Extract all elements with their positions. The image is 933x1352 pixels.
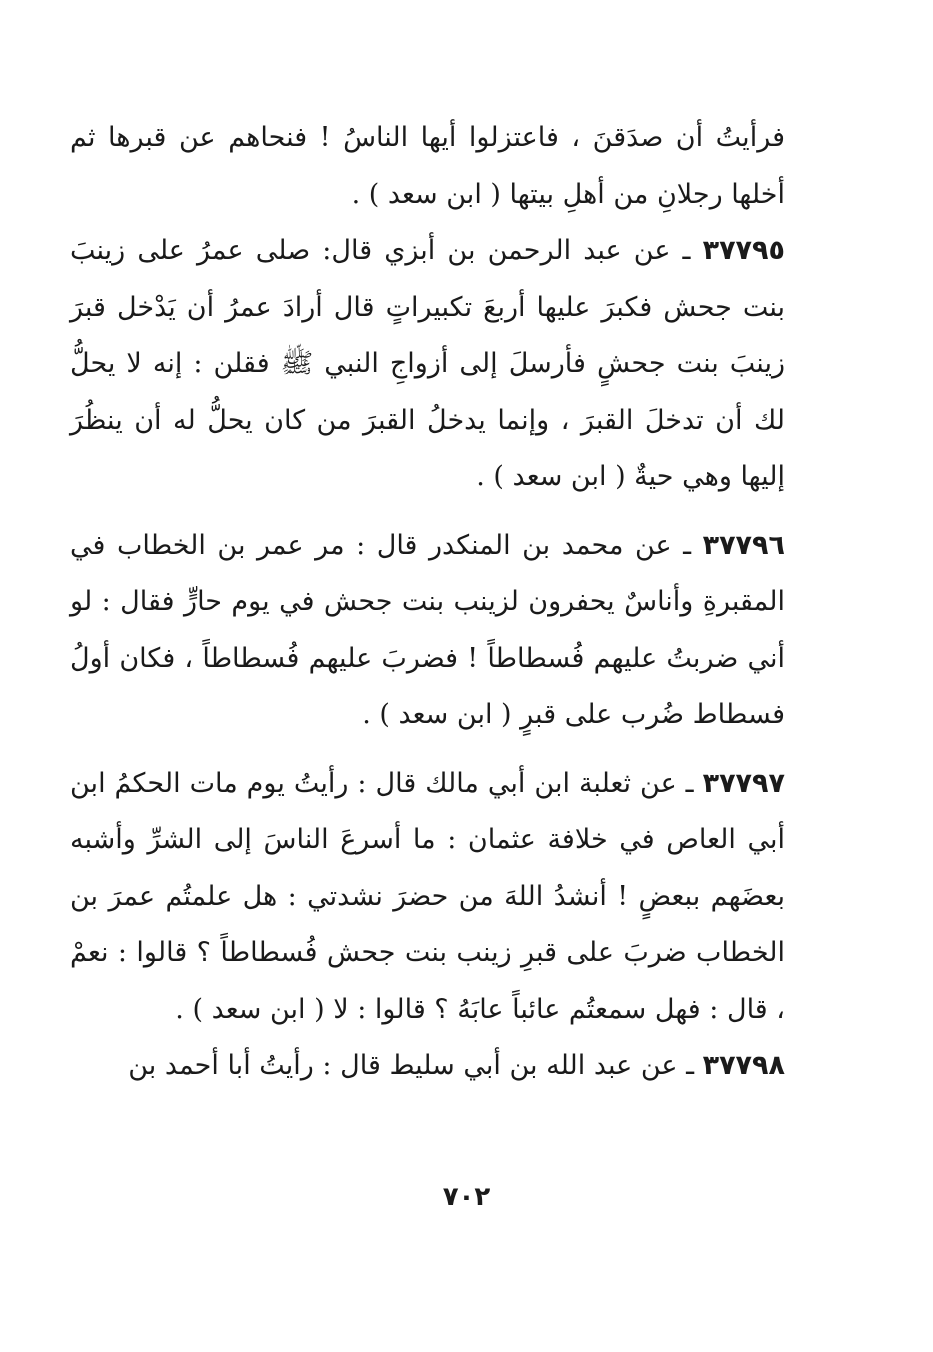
paragraph-text: ـ عن محمد بن المنكدر قال : مر عمر بن الخطاب في المقبرةِ وأناسٌ يحفرون لزينب بنت جحش في يوم حارٍّ فقال : لو أني ضربتُ عليهم فُسطاطاً ! فضربَ عليهم فُسطاطاً ، فكان أولُ فسطاط ضُرب على قبرٍ ( ابن سعد ) .	[70, 529, 785, 730]
main-text	[70, 110, 785, 1095]
hadith-number: ٣٧٧٩٨	[702, 1050, 785, 1081]
paragraph-37796	[70, 518, 785, 744]
paragraph-37797	[70, 756, 785, 1039]
paragraph-text: ـ عن ثعلبة ابن أبي مالك قال : رأيتُ يوم مات الحكمُ ابن أبي العاص في خلافة عثمان : ما أسرعَ الناسَ إلى الشرِّ وأشبه بعضَهم ببعضٍ ! أنشدُ اللهَ من حضرَ نشدتي : هل علمتُم عمرَ بن الخطاب ضربَ على قبرِ زينب بنت جحش فُسطاطاً ؟ قالوا : نعمْ ، قال : فهل سمعتُم عائباً عابَهُ ؟ قالوا : لا ( ابن سعد ) .	[70, 767, 785, 1025]
hadith-number: ٣٧٧٩٦	[702, 529, 785, 561]
hadith-number: ٣٧٧٩٥	[702, 235, 785, 266]
paragraph-text: فرأيتُ أن صدَقنَ ، فاعتزلوا أيها الناسُ ! فنحاهم عن قبرها ثم أخلها رجلانِ من أهلِ بيتها ( ابن سعد ) .	[70, 122, 785, 210]
paragraph-37795	[70, 223, 785, 506]
paragraph-text: ـ عن عبد الرحمن بن أبزي قال: صلى عمرُ على زينبَ بنت جحش فكبرَ عليها أربعَ تكبيراتٍ قال أرادَ عمرُ أن يَدْخل قبرَ زينبَ بنت جحشٍ فأرسلَ إلى أزواجِ النبي ﷺ فقلن : إنه لا يحلُّ لك أن تدخلَ القبرَ ، وإنما يدخلُ القبرَ من كان يحلُّ له أن ينظُرَ إليها وهي حيةٌ ( ابن سعد ) .	[70, 235, 785, 492]
paragraph-continuation	[70, 110, 785, 223]
hadith-number: ٣٧٧٩٧	[702, 767, 785, 799]
paragraph-37798	[70, 1038, 785, 1095]
page-number: ٧٠٢	[442, 1182, 491, 1212]
paragraph-text: ـ عن عبد الله بن أبي سليط قال : رأيتُ أبا أحمد بن	[128, 1050, 703, 1081]
